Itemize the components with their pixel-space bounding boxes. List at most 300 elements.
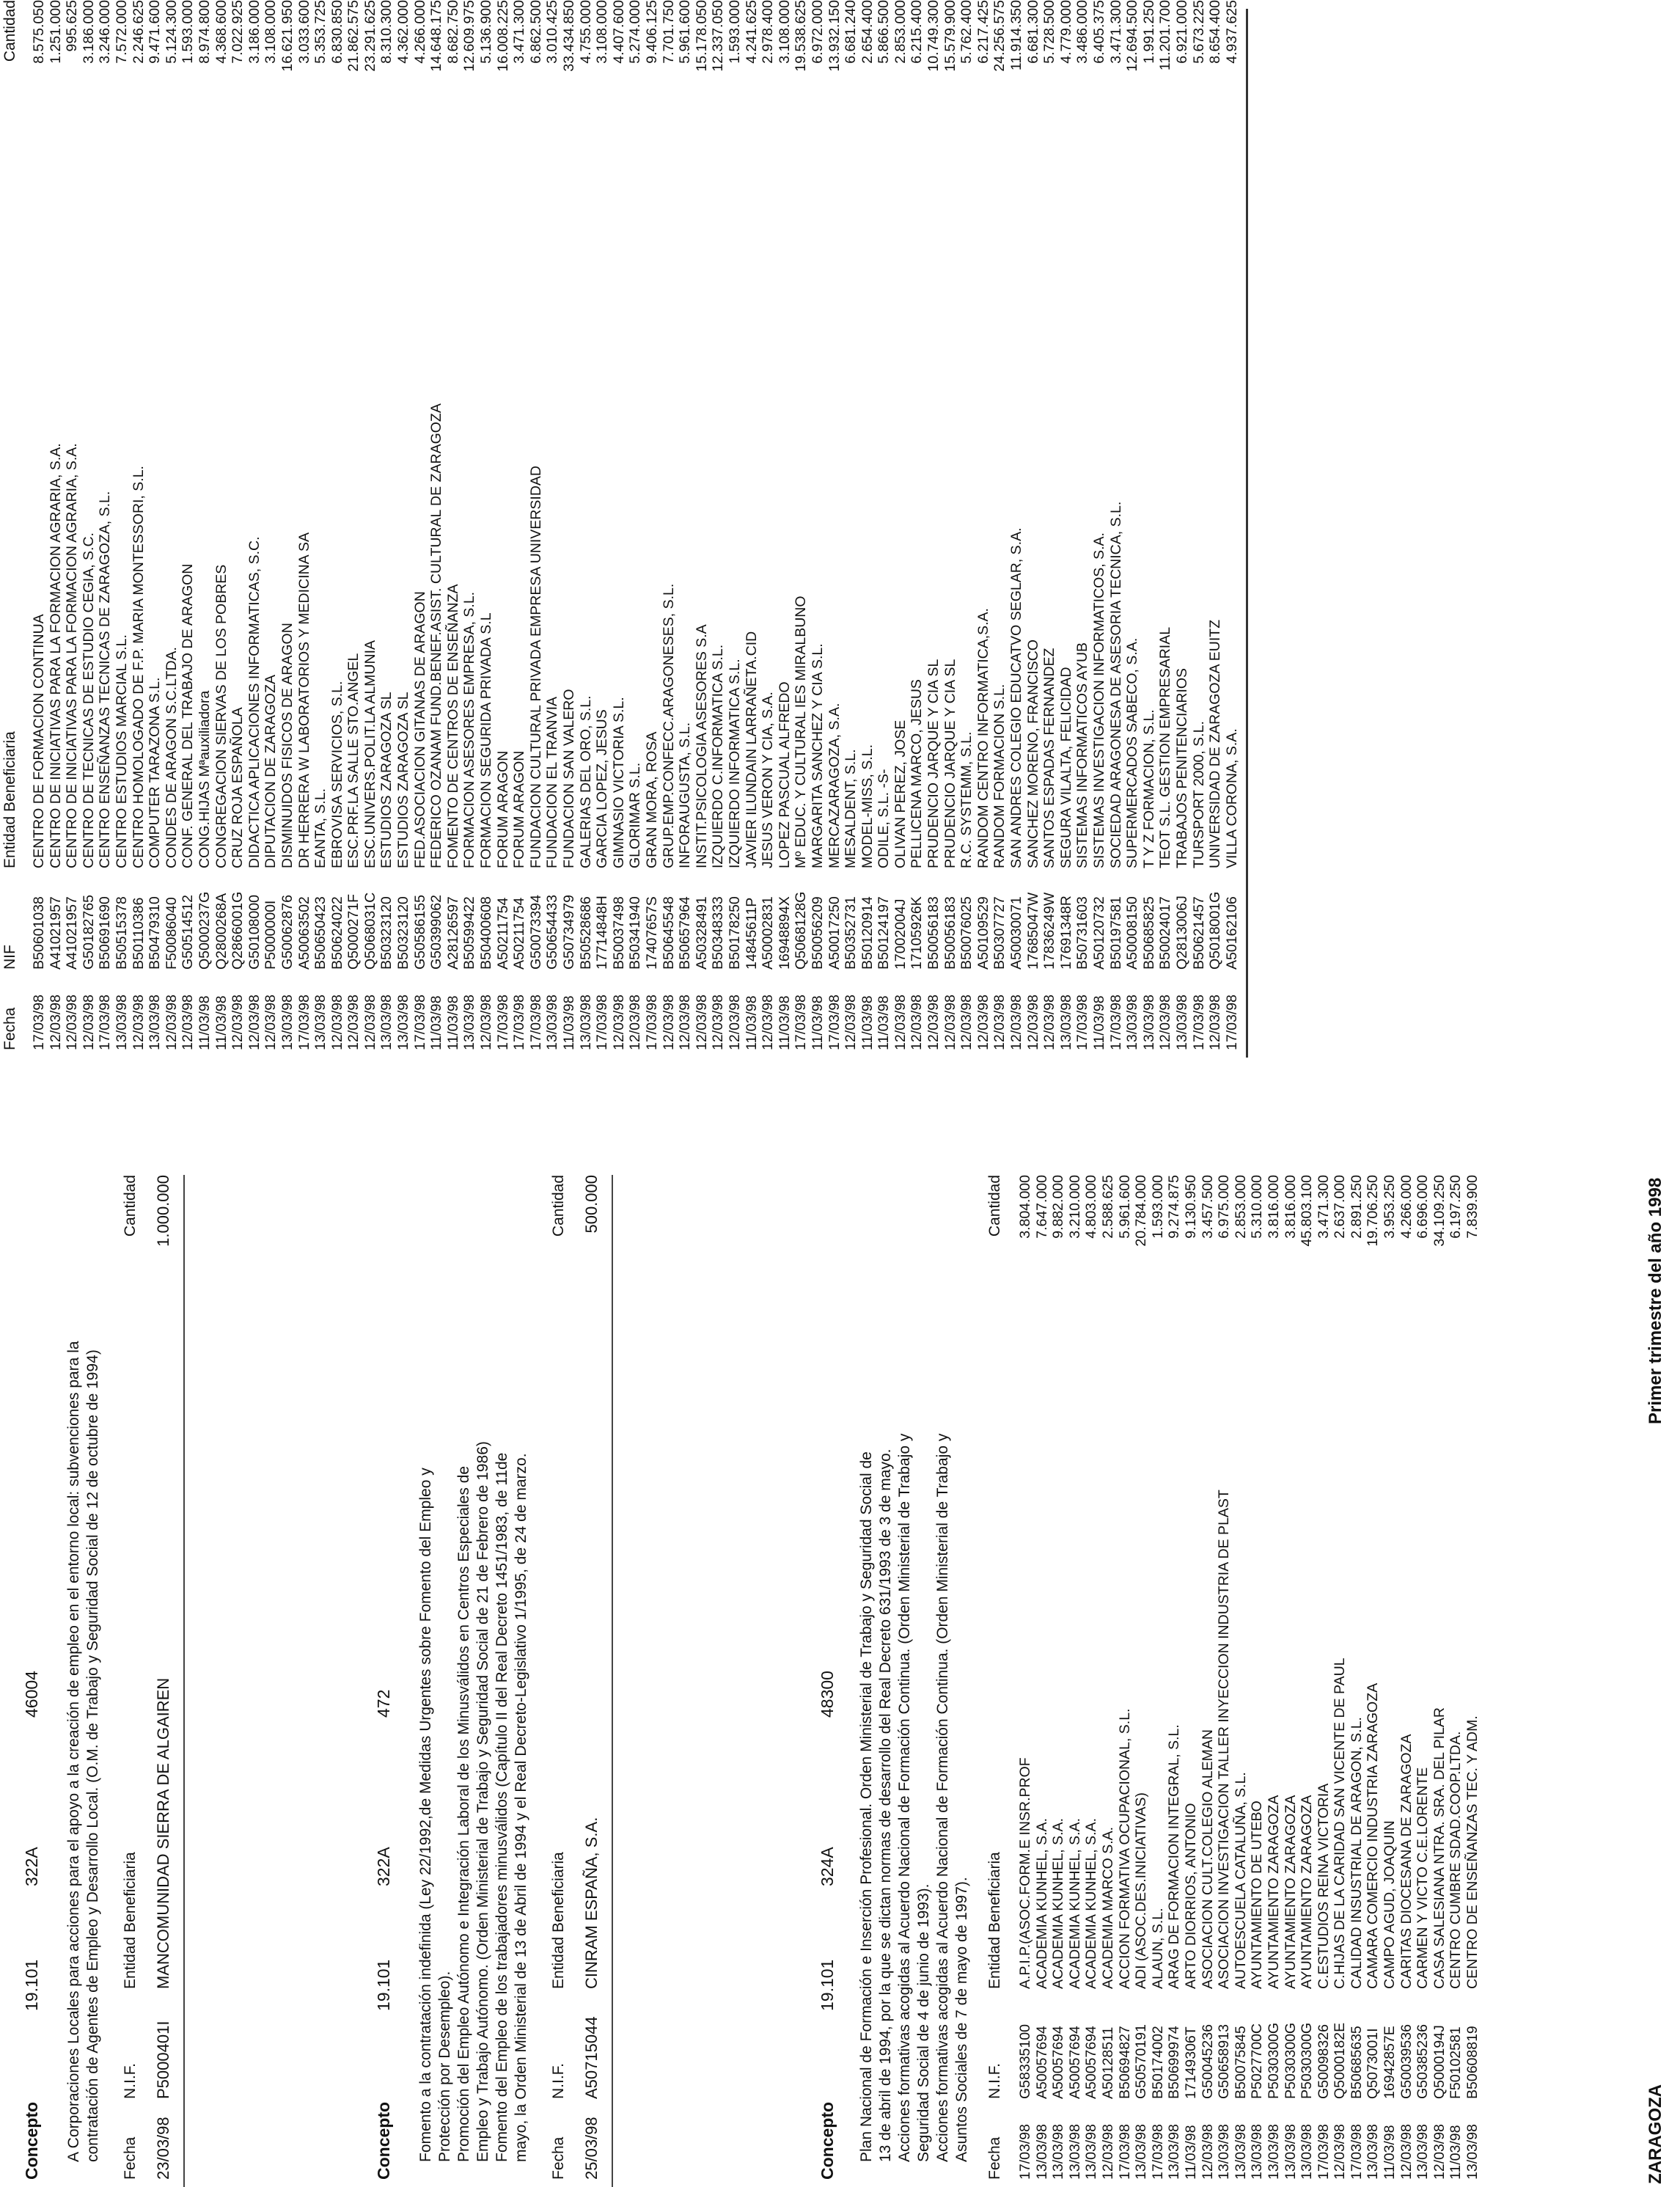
row-cantidad: 3.457.500 (1199, 1175, 1216, 1239)
row-entidad: CAMPO AGUD, JOAQUIN (1382, 1820, 1398, 1989)
row-fecha: 13/03/98 (1282, 2124, 1299, 2180)
table-row (876, 0, 892, 1058)
description-line: Promoción del Empleo Autónomo e Integración Laboral de los Minusválidos en Centros Especiales de (455, 1465, 472, 2162)
row-fecha: 17/03/98 (1107, 994, 1124, 1050)
row-entidad: CONGREGACION SIERVAS DE LOS POBRES (213, 564, 230, 868)
row-cantidad: 8.682.750 (444, 0, 461, 64)
row-nif: B50621457 (1190, 896, 1207, 970)
table-row (727, 0, 744, 1058)
row-nif: 16948894X (776, 896, 793, 970)
row-cantidad: 4.803.000 (1083, 1175, 1100, 1239)
row-cantidad: 6.215.400 (909, 0, 925, 64)
row-entidad: SISTEMAS INVESTIGACION INFORMATICOS, S.A. (1091, 532, 1107, 868)
row-entidad: LOPEZ PASCUAL ALFREDO (776, 681, 793, 868)
row-fecha: 12/03/98 (610, 994, 627, 1050)
row-fecha: 13/03/98 (1464, 2124, 1481, 2180)
table-row (1191, 0, 1208, 1058)
table-row (345, 0, 362, 1058)
row-fecha: 12/03/98 (80, 994, 97, 1050)
row-fecha: 13/03/98 (1415, 2124, 1431, 2180)
row-cantidad: 5.866.500 (876, 0, 892, 64)
row-fecha: 12/03/98 (1332, 2124, 1349, 2180)
row-entidad: CRUZ ROJA ESPAÑOLA (230, 707, 246, 868)
description-line: contratación de Agentes de Empleo y Desarrollo Local. (O.M. de Trabajo y Seguridad Social de 12 de octubre de 1994) (84, 1349, 101, 2162)
table-row (1074, 0, 1091, 1058)
row-nif: A50017250 (826, 896, 843, 970)
row-entidad: A.P.I.P.(ASOC.FORM.E INSR.PROF (1017, 1757, 1033, 1989)
row-entidad: OLIVAN PEREZ, JOSE (892, 719, 909, 868)
row-entidad: CENTRO ESTUDIOS MARCIAL S.L. (113, 634, 130, 868)
row-nif: F50102581 (1448, 2026, 1464, 2099)
table-row (1034, 1131, 1051, 2187)
col-nif: N.I.F. (986, 2062, 1003, 2099)
row-cantidad: 19.538.625 (793, 0, 810, 72)
table-row (81, 0, 98, 1058)
concepto-code-servicio: 19.101 (818, 1959, 837, 2011)
table-row (1299, 1131, 1316, 2187)
row-entidad: CINRAM ESPAÑA, S.A. (582, 1817, 601, 1989)
row-entidad: FORUM ARAGON (494, 750, 511, 868)
row-entidad: Mº EDUC. Y CULTURAL IES MIRALBUNO (793, 596, 810, 868)
concepto-label: Concepto (818, 2101, 837, 2180)
table-row (1183, 1131, 1200, 2187)
row-fecha: 13/03/98 (1299, 2124, 1316, 2180)
row-fecha: 12/03/98 (1099, 2124, 1116, 2180)
row-entidad: FEDERICO OZANAM FUND.BENEF.ASIST. CULTURAL DE ZARAGOZA (428, 403, 445, 868)
table-row (975, 0, 992, 1058)
row-fecha: 11/03/98 (859, 995, 876, 1050)
row-fecha: 17/03/98 (1116, 2124, 1133, 2180)
row-fecha: 13/03/98 (1265, 2124, 1282, 2180)
row-cantidad: 24.256.575 (991, 0, 1008, 72)
row-entidad: MANCOMUNIDAD SIERRA DE ALGAIREN (154, 1677, 172, 1989)
section-contratacion-indefinida (374, 1131, 620, 2187)
row-entidad: ESTUDIOS ZARAGOZA SL (395, 692, 412, 868)
row-cantidad: 20.784.000 (1133, 1175, 1150, 1247)
row-entidad: CAMARA COMERCIO INDUSTRIA ZARAGOZA (1365, 1682, 1382, 1989)
table-row (362, 0, 379, 1058)
row-entidad: FUNDACION CULTURAL PRIVADA EMPRESA UNIVERSIDAD (527, 466, 544, 868)
row-nif: B50479310 (147, 896, 164, 970)
row-fecha: 17/03/98 (1223, 994, 1240, 1050)
continuation-table (0, 0, 1248, 1058)
row-fecha: 13/03/98 (1166, 2124, 1183, 2180)
row-nif: B50348333 (710, 896, 727, 970)
row-fecha: 13/03/98 (577, 994, 594, 1050)
row-cantidad: 19.706.250 (1365, 1175, 1382, 1247)
table-row (180, 0, 197, 1058)
row-cantidad: 2.637.000 (1332, 1175, 1349, 1239)
row-cantidad: 5.673.225 (1190, 0, 1207, 64)
row-cantidad: 13.932.150 (826, 0, 843, 72)
row-cantidad: 4.755.000 (577, 0, 594, 64)
row-entidad: IZQUIERDO INFORMATICA S.L. (726, 659, 743, 868)
row-cantidad: 3.108.000 (776, 0, 793, 64)
row-cantidad: 6.975.000 (1216, 1175, 1233, 1239)
row-nif: A50109529 (975, 896, 991, 970)
table-row (843, 0, 859, 1058)
table-row (1266, 1131, 1283, 2187)
row-entidad: MESALDENT, S.L. (843, 749, 859, 868)
concepto-code-programa: 322A (22, 1847, 41, 1886)
row-nif: Q5000194J (1431, 2025, 1448, 2099)
row-fecha: 17/03/98 (594, 994, 611, 1050)
col-fecha: Fecha (986, 2136, 1003, 2180)
table-row (1283, 1131, 1299, 2187)
table-row (1316, 1131, 1332, 2187)
table-row (777, 0, 793, 1058)
row-cantidad: 6.217.425 (975, 0, 991, 64)
row-entidad: DR HERRERA W LABORATORIOS Y MEDICINA SA (296, 532, 312, 868)
row-fecha: 11/03/98 (213, 995, 230, 1050)
row-cantidad: 9.130.950 (1182, 1175, 1199, 1239)
row-cantidad: 6.972.000 (809, 0, 826, 64)
table-row (661, 0, 678, 1058)
row-cantidad: 8.654.400 (1207, 0, 1224, 64)
table-row (154, 1131, 179, 2187)
description-line: Acciones formativas acogidas al Acuerdo Nacional de Formación Continua. (Orden Ministerial de Trabajo y (896, 1433, 913, 2162)
table-row (909, 0, 925, 1058)
row-fecha: 12/03/98 (942, 994, 958, 1050)
row-fecha: 11/03/98 (876, 995, 892, 1050)
row-cantidad: 6.696.000 (1415, 1175, 1431, 1239)
table-row (544, 0, 561, 1058)
row-nif: B50515378 (113, 896, 130, 970)
row-nif: P5000000I (263, 900, 279, 970)
table-row (1091, 0, 1108, 1058)
description-line: Fomento del Empleo de los trabajadores minusválidos (Capítulo II del Real Decreto 1451/1983, de 11de (494, 1452, 510, 2162)
row-cantidad: 4.779.000 (1057, 0, 1074, 64)
row-fecha: 17/03/98 (1017, 2124, 1033, 2180)
row-cantidad: 1.991.250 (1140, 0, 1157, 64)
row-entidad: ACADEMIA KUNHEL, S.A. (1083, 1818, 1100, 1989)
right-column (0, 0, 1680, 1058)
row-cantidad: 15.579.900 (942, 0, 958, 72)
row-nif: B50694827 (1116, 2026, 1133, 2099)
table-row (859, 0, 876, 1058)
row-entidad: AYUNTAMIENTO ZARAGOZA (1265, 1795, 1282, 1989)
table-row (197, 0, 213, 1058)
table-row (1415, 1131, 1431, 2187)
table-row (296, 0, 313, 1058)
row-entidad: SEGURA VILALTA, FELICIDAD (1057, 667, 1074, 868)
row-fecha: 12/03/98 (1398, 2124, 1415, 2180)
table-row (97, 0, 114, 1058)
row-nif: B50608819 (1464, 2026, 1481, 2099)
row-entidad: CARITAS DIOCESANA DE ZARAGOZA (1398, 1734, 1415, 1989)
col-cantidad: Cantidad (986, 1175, 1003, 1237)
row-entidad: CONDES DE ARAGON S.C.LTDA. (163, 647, 180, 868)
table-row (627, 0, 644, 1058)
table-row (1008, 0, 1025, 1058)
row-fecha: 12/03/98 (1008, 994, 1025, 1050)
row-fecha: 12/03/98 (345, 994, 362, 1050)
concepto-code-concepto: 46004 (22, 1671, 41, 1718)
row-nif: A50057694 (1033, 2026, 1050, 2099)
concepto-code-concepto: 472 (374, 1689, 393, 1718)
row-fecha: 11/03/98 (1182, 2125, 1199, 2180)
section-agentes-empleo (22, 1131, 192, 2187)
row-fecha: 11/03/98 (444, 995, 461, 1050)
table-row (1207, 0, 1224, 1058)
row-cantidad: 4.241.625 (743, 0, 760, 64)
row-fecha: 12/03/98 (975, 994, 991, 1050)
concepto-description (417, 1131, 531, 2187)
row-nif: A50211754 (494, 897, 511, 970)
row-cantidad: 3.471.300 (1315, 1175, 1332, 1239)
col-cantidad: Cantidad (1, 0, 18, 62)
row-fecha: 12/03/98 (180, 994, 197, 1050)
row-entidad: GALERIAS DEL ORO, S.L. (577, 695, 594, 868)
row-fecha: 12/03/98 (677, 994, 694, 1050)
row-cantidad: 4.362.000 (395, 0, 412, 64)
table-row (793, 0, 810, 1058)
row-cantidad: 2.654.400 (859, 0, 876, 64)
row-nif: P5030300G (1282, 2022, 1299, 2099)
row-cantidad: 5.961.600 (1116, 1175, 1133, 1239)
row-nif: Q5073001I (1365, 2028, 1382, 2099)
row-cantidad: 34.109.250 (1431, 1175, 1448, 1247)
row-cantidad: 5.274.000 (627, 0, 644, 64)
row-cantidad: 10.749.300 (925, 0, 942, 72)
row-fecha: 12/03/98 (362, 994, 378, 1050)
table-row (925, 0, 942, 1058)
row-fecha: 13/03/98 (1066, 2124, 1083, 2180)
row-nif: 17714848H (594, 895, 611, 970)
row-fecha: 11/03/98 (743, 995, 760, 1050)
row-nif: G50654433 (544, 895, 561, 970)
row-entidad: PRUDENCIO JARQUE Y CIA SL (925, 659, 942, 868)
table-row (611, 0, 628, 1058)
row-fecha: 12/03/98 (263, 994, 279, 1050)
row-cantidad: 45.803.100 (1299, 1175, 1316, 1247)
table-end-rule (1246, 9, 1248, 1058)
table-row (1017, 1131, 1034, 2187)
row-entidad: CONG.HIJAS Mªauxiliadora (196, 690, 213, 868)
row-entidad: RANDOM FORMACION S.L. (991, 684, 1008, 868)
row-fecha: 17/03/98 (1149, 2124, 1166, 2180)
row-entidad: CENTRO DE INICIATIVAS PARA LA FORMACION AGRARIA, S.A. (64, 443, 81, 868)
row-cantidad: 3.108.000 (263, 0, 279, 64)
row-cantidad: 1.251.000 (47, 0, 64, 64)
table-row (114, 0, 131, 1058)
table-row (1150, 1131, 1167, 2187)
row-cantidad: 5.353.725 (312, 0, 329, 64)
row-entidad: ODILE, S.L. -S- (876, 769, 892, 868)
row-entidad: INFORAUGUSTA, S.L. (677, 722, 694, 868)
row-nif: 17407657S (643, 896, 660, 970)
row-cantidad: 5.310.000 (1249, 1175, 1266, 1239)
row-cantidad: 7.572.000 (113, 0, 130, 64)
row-cantidad: 7.022.925 (230, 0, 246, 64)
row-fecha: 11/03/98 (809, 995, 826, 1050)
row-nif: Q2866001G (230, 891, 246, 970)
col-fecha: Fecha (1, 1007, 18, 1050)
row-nif: B50174002 (1149, 2026, 1166, 2099)
row-nif: 17105926K (909, 896, 925, 970)
table-row (48, 0, 65, 1058)
row-entidad: ARAG DE FORMACION INTEGRAL, S.L. (1166, 1724, 1183, 1989)
table-row (1349, 1131, 1365, 2187)
row-fecha: 17/03/98 (511, 994, 528, 1050)
col-nif: N.I.F. (122, 2062, 139, 2099)
row-cantidad: 5.762.400 (958, 0, 975, 64)
row-nif: B50110386 (130, 897, 147, 970)
row-nif: B50685635 (1348, 2026, 1365, 2099)
table-header (1, 0, 23, 1058)
row-nif: B50124197 (876, 896, 892, 970)
row-cantidad: 1.000.000 (154, 1175, 172, 1247)
row-nif: 16942857E (1382, 2026, 1398, 2099)
row-fecha: 11/03/98 (1091, 995, 1107, 1050)
row-cantidad: 3.186.000 (246, 0, 263, 64)
row-nif: B50657964 (677, 896, 694, 970)
section-formacion-continua (818, 1131, 1481, 2187)
row-fecha: 12/03/98 (627, 994, 644, 1050)
row-cantidad: 3.816.000 (1282, 1175, 1299, 1239)
row-nif: A50057694 (1050, 2026, 1067, 2099)
description-line: Protección por Desempleo). (436, 1971, 453, 2162)
row-cantidad: 4.368.600 (213, 0, 230, 64)
row-cantidad: 3.108.000 (594, 0, 611, 64)
row-entidad: UNIVERSIDAD DE ZARAGOZA EUITZ (1207, 619, 1224, 868)
row-entidad: CENTRO DE TECNICAS DE ESTUDIO CEGIA, S.C. (80, 532, 97, 868)
row-fecha: 13/03/98 (113, 994, 130, 1050)
row-fecha: 11/03/98 (776, 995, 793, 1050)
row-cantidad: 7.701.750 (660, 0, 677, 64)
table-row (1448, 1131, 1464, 2187)
row-fecha: 12/03/98 (64, 994, 81, 1050)
table-row (1100, 1131, 1117, 2187)
table-row (1332, 1131, 1349, 2187)
row-cantidad: 5.136.900 (478, 0, 495, 64)
row-fecha: 12/03/98 (1207, 994, 1224, 1050)
row-entidad: TURSPORT 2000, S.L. (1190, 721, 1207, 868)
row-fecha: 17/03/98 (31, 994, 47, 1050)
row-fecha: 13/03/98 (1057, 994, 1074, 1050)
row-nif: Q5068031C (362, 892, 378, 970)
row-cantidad: 11.201.700 (1157, 0, 1174, 71)
row-fecha: 17/03/98 (1190, 994, 1207, 1050)
row-fecha: 12/03/98 (329, 994, 345, 1050)
row-entidad: GIMNASIO VICTORIA S.L. (610, 697, 627, 868)
row-fecha: 12/03/98 (1199, 2124, 1216, 2180)
row-nif: A50030071 (1008, 896, 1025, 970)
row-fecha: 11/03/98 (1382, 2125, 1398, 2180)
row-entidad: AUTOESCUELA CATALUÑA, S.L. (1232, 1772, 1249, 1989)
row-cantidad: 5.728.500 (1041, 0, 1058, 64)
row-cantidad: 3.471.300 (1107, 0, 1124, 64)
row-cantidad: 3.246.000 (97, 0, 114, 64)
row-entidad: SAN ANDRES COLEGIO EDUCATVO SEGLAR, S.A. (1008, 527, 1025, 868)
row-fecha: 17/03/98 (296, 994, 312, 1050)
row-entidad: CENTRO DE FORMACION CONTINUA (31, 614, 47, 868)
table-row (1382, 1131, 1398, 2187)
table-row (164, 0, 180, 1058)
row-fecha: 11/03/98 (1448, 2125, 1464, 2180)
row-entidad: JESUS VERON Y CIA, S.A. (760, 692, 777, 868)
row-nif: Q2800268A (213, 893, 230, 970)
row-cantidad: 995.625 (64, 0, 81, 52)
period-title: Primer trimestre del año 1998 (1646, 1177, 1665, 1424)
row-nif: A41021957 (64, 896, 81, 970)
table-row (677, 0, 694, 1058)
row-cantidad: 3.210.000 (1066, 1175, 1083, 1239)
row-fecha: 12/03/98 (1431, 2124, 1448, 2180)
row-nif: B50197581 (1107, 896, 1124, 970)
row-fecha: 25/03/98 (582, 2117, 601, 2180)
table-row (395, 0, 412, 1058)
row-cantidad: 12.337.050 (710, 0, 727, 72)
table-row (1365, 1131, 1382, 2187)
row-cantidad: 4.266.000 (1398, 1175, 1415, 1239)
row-nif: A50063502 (296, 896, 312, 970)
table-row (760, 0, 777, 1058)
row-nif: F50086040 (163, 897, 180, 970)
col-entidad: Entidad Beneficiaria (550, 1852, 567, 1989)
row-entidad: T Y Z FORMACION, S.L. (1140, 709, 1157, 868)
row-cantidad: 33.434.850 (561, 0, 577, 72)
row-nif: G50045236 (1199, 2024, 1216, 2099)
table-row (1050, 1131, 1067, 2187)
table-row (1431, 1131, 1448, 2187)
row-entidad: CENTRO HOMOLOGADO DE F.P. MARIA MONTESSORI, S.L. (130, 466, 147, 868)
table-row (892, 0, 909, 1058)
row-cantidad: 1.593.000 (726, 0, 743, 64)
row-cantidad: 8.974.800 (196, 0, 213, 64)
row-entidad: JAVIER ILUNDAIN LARRAÑETA.CID (743, 631, 760, 868)
row-fecha: 13/03/98 (395, 994, 412, 1050)
row-nif: B50037498 (610, 896, 627, 970)
table-row (594, 0, 611, 1058)
col-entidad: Entidad Beneficiaria (1, 731, 18, 868)
row-cantidad: 16.621.950 (279, 0, 296, 72)
table-row (1398, 1131, 1415, 2187)
row-fecha: 12/03/98 (478, 994, 495, 1050)
table-row (1216, 1131, 1233, 2187)
concepto-code-concepto: 48300 (818, 1671, 837, 1718)
concepto-description (65, 1131, 103, 2187)
table-row (1166, 1131, 1183, 2187)
row-entidad: AYUNTAMIENTO DE UTEBO (1249, 1800, 1266, 1989)
row-fecha: 12/03/98 (892, 994, 909, 1050)
row-nif: B50691690 (97, 896, 114, 970)
row-nif: Q5000271F (345, 894, 362, 970)
row-nif: 14845611P (743, 897, 760, 970)
row-nif: P5030300G (1265, 2022, 1282, 2099)
row-entidad: ESTUDIOS ZARAGOZA SL (378, 692, 395, 868)
row-nif: G50658913 (1216, 2024, 1233, 2099)
row-nif: A50057694 (1083, 2026, 1100, 2099)
row-nif: A50002831 (760, 896, 777, 970)
row-fecha: 17/03/98 (793, 994, 810, 1050)
concepto-description (857, 1131, 972, 2187)
concepto-header (818, 1131, 847, 2187)
table-row (1464, 1131, 1481, 2187)
row-nif: B50307727 (991, 896, 1008, 970)
row-cantidad: 6.681.240 (843, 0, 859, 64)
table-row (1157, 0, 1174, 1058)
row-entidad: DIPUTACION DE ZARAGOZA (263, 675, 279, 868)
row-fecha: 13/03/98 (147, 994, 164, 1050)
row-entidad: CALIDAD INSUSTRIAL DE ARAGON, S.L. (1348, 1717, 1365, 1989)
table-row (1083, 1131, 1100, 2187)
row-entidad: DISMINUIDOS FISICOS DE ARAGON (279, 623, 296, 868)
row-fecha: 11/03/98 (428, 995, 445, 1050)
row-nif: B50323120 (378, 896, 395, 970)
row-entidad: ACADEMIA KUNHEL, S.A. (1050, 1818, 1067, 1989)
row-entidad: FED.ASOCIACION GITANAS DE ARAGON (411, 591, 428, 868)
